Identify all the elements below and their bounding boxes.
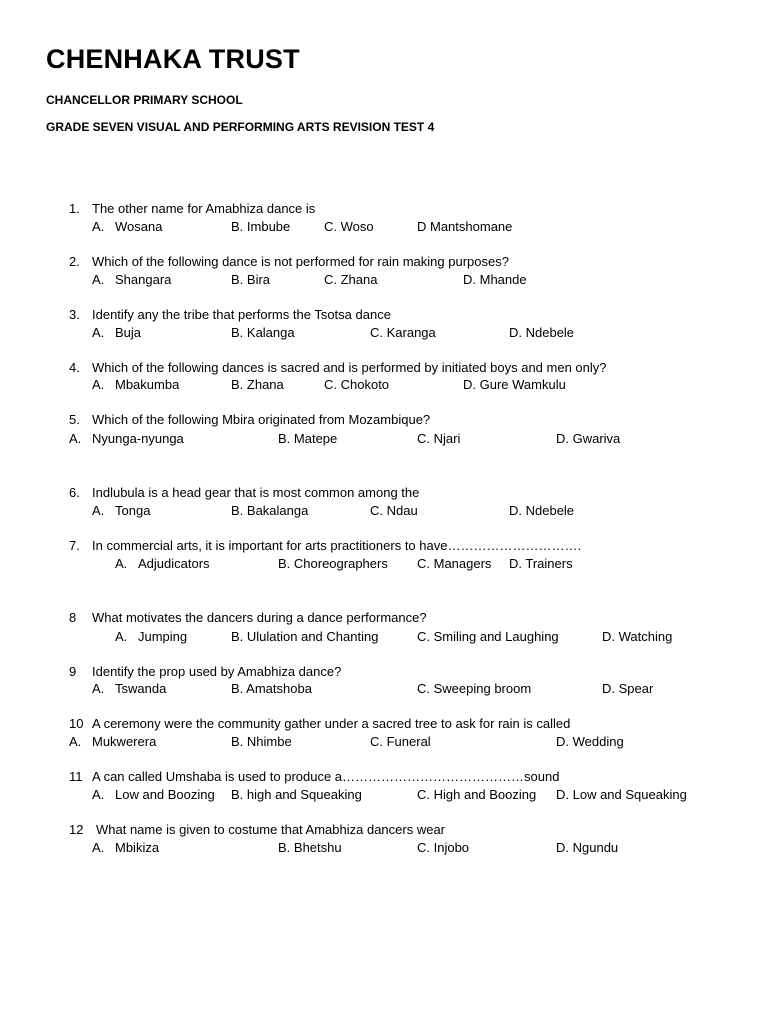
question-number: 7. — [69, 538, 80, 553]
option-c: C. Chokoto — [324, 377, 390, 392]
option-b: B. high and Squeaking — [231, 787, 362, 802]
question-text: What motivates the dancers during a dance performance? — [92, 610, 427, 625]
option-b: B. Nhimbe — [231, 734, 292, 749]
option-c: C. Sweeping broom — [417, 681, 532, 696]
option-d: D. Low and Squeaking — [556, 787, 687, 802]
option-a: Buja — [115, 325, 142, 340]
option-d: D. Ngundu — [556, 840, 619, 855]
option-b: B. Bira — [231, 272, 271, 287]
option-a: Tonga — [115, 503, 151, 518]
option-d: D. Wedding — [556, 734, 624, 749]
question-text: Identify any the tribe that performs the Tsotsa dance — [92, 307, 391, 322]
option-a-marker: A. — [92, 503, 105, 518]
option-d: D. Trainers — [509, 556, 573, 571]
option-a-marker: A. — [92, 219, 105, 234]
question-text: Identify the prop used by Amabhiza dance? — [92, 664, 342, 679]
option-c: C. Woso — [324, 219, 374, 234]
option-c: C. Njari — [417, 431, 461, 446]
question-number: 9 — [69, 664, 77, 679]
option-c: C. Karanga — [370, 325, 436, 340]
question-text: The other name for Amabhiza dance is — [92, 201, 316, 216]
option-b: B. Bhetshu — [278, 840, 342, 855]
option-b: B. Ululation and Chanting — [231, 629, 379, 644]
option-a-marker: A. — [92, 377, 105, 392]
question-number: 3. — [69, 307, 80, 322]
option-b: B. Matepe — [278, 431, 338, 446]
option-a: Tswanda — [115, 681, 167, 696]
option-b: B. Bakalanga — [231, 503, 309, 518]
option-a-marker: A. — [92, 681, 105, 696]
option-a: Shangara — [115, 272, 172, 287]
option-b: B. Choreographers — [278, 556, 388, 571]
question-text: What name is given to costume that Amabhiza dancers wear — [96, 822, 446, 837]
school-name: CHANCELLOR PRIMARY SCHOOL — [46, 93, 243, 107]
option-c: C. Managers — [417, 556, 492, 571]
option-a: Adjudicators — [138, 556, 210, 571]
document-title: CHENHAKA TRUST — [46, 44, 300, 74]
question-number: 12 — [69, 822, 84, 837]
question-text: A can called Umshaba is used to produce a……………………………………sound — [92, 769, 560, 784]
option-d: D. Gure Wamkulu — [463, 377, 566, 392]
option-c: C. Injobo — [417, 840, 470, 855]
option-a-marker: A. — [115, 556, 128, 571]
option-c: C. Funeral — [370, 734, 431, 749]
option-a: Wosana — [115, 219, 163, 234]
question-text: A ceremony were the community gather under a sacred tree to ask for rain is called — [92, 716, 571, 731]
option-c: C. Zhana — [324, 272, 378, 287]
option-b: B. Imbube — [231, 219, 291, 234]
question-number: 8 — [69, 610, 77, 625]
option-a-marker: A. — [69, 431, 82, 446]
question-number: 6. — [69, 485, 80, 500]
option-a-marker: A. — [92, 272, 105, 287]
option-a: Jumping — [138, 629, 188, 644]
question-number: 10 — [69, 716, 84, 731]
option-b: B. Kalanga — [231, 325, 295, 340]
option-d: D Mantshomane — [417, 219, 513, 234]
option-d: D. Ndebele — [509, 325, 575, 340]
option-c: C. High and Boozing — [417, 787, 537, 802]
option-a-marker: A. — [115, 629, 128, 644]
question-number: 1. — [69, 201, 80, 216]
question-number: 4. — [69, 360, 80, 375]
option-a: Low and Boozing — [115, 787, 215, 802]
option-d: D. Spear — [602, 681, 654, 696]
question-text: In commercial arts, it is important for arts practitioners to have…………………………. — [92, 538, 582, 553]
question-number: 2. — [69, 254, 80, 269]
question-text: Indlubula is a head gear that is most common among the — [92, 485, 420, 500]
option-d: D. Watching — [602, 629, 673, 644]
question-number: 5. — [69, 412, 80, 427]
option-d: D. Mhande — [463, 272, 527, 287]
question-text: Which of the following Mbira originated from Mozambique? — [92, 412, 431, 427]
option-a-marker: A. — [92, 325, 105, 340]
option-d: D. Ndebele — [509, 503, 575, 518]
option-d: D. Gwariva — [556, 431, 621, 446]
question-text: Which of the following dances is sacred and is performed by initiated boys and men only? — [92, 360, 607, 375]
option-c: C. Smiling and Laughing — [417, 629, 559, 644]
question-number: 11 — [69, 769, 83, 784]
option-a-marker: A. — [69, 734, 82, 749]
option-b: B. Amatshoba — [231, 681, 312, 696]
test-name: GRADE SEVEN VISUAL AND PERFORMING ARTS REVISION TEST 4 — [46, 120, 435, 134]
option-a: Mbakumba — [115, 377, 180, 392]
option-a: Mukwerera — [92, 734, 157, 749]
option-a: Nyunga-nyunga — [92, 431, 184, 446]
option-b: B. Zhana — [231, 377, 284, 392]
option-a-marker: A. — [92, 840, 105, 855]
option-a-marker: A. — [92, 787, 105, 802]
option-a: Mbikiza — [115, 840, 160, 855]
option-c: C. Ndau — [370, 503, 418, 518]
question-text: Which of the following dance is not performed for rain making purposes? — [92, 254, 509, 269]
